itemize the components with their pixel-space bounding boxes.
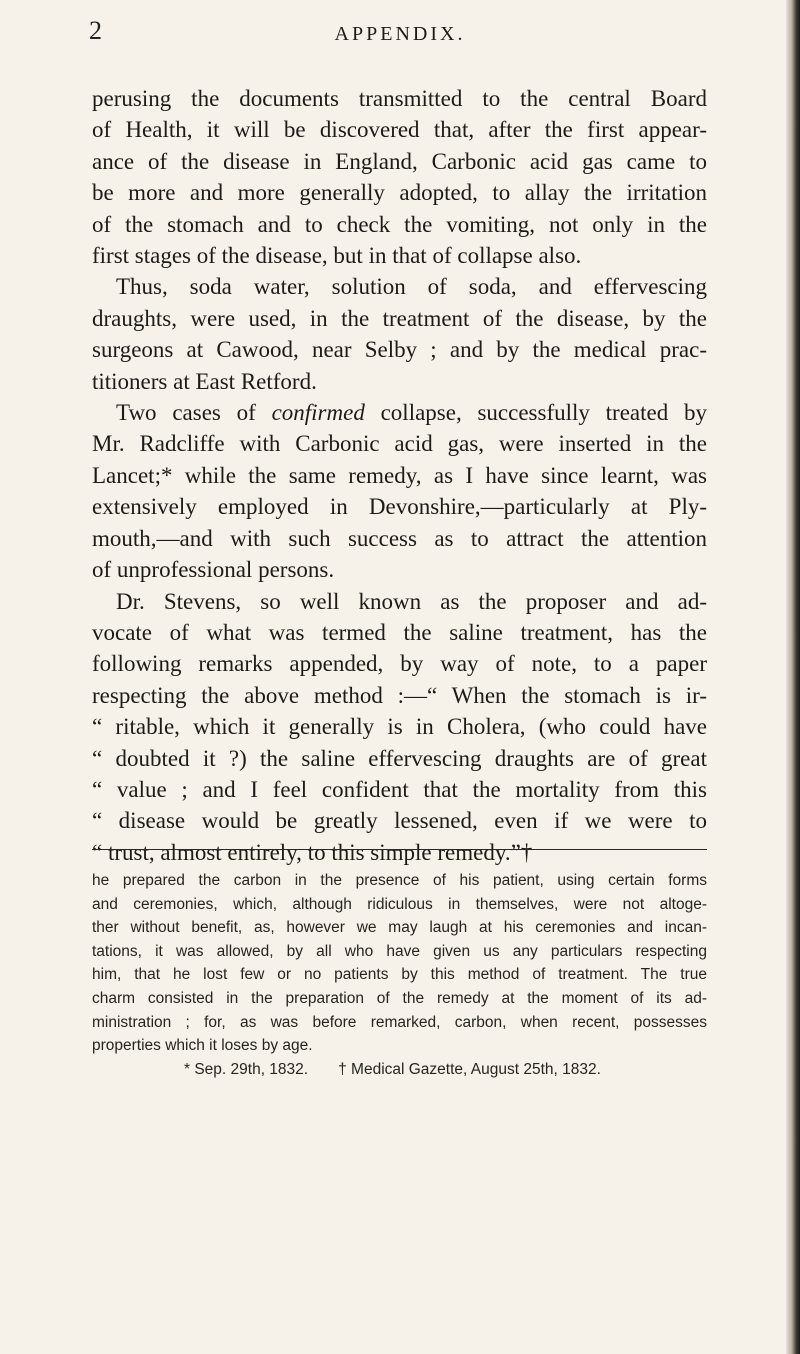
footnote-ref-dagger: † Medical Gazette, August 25th, 1832.	[338, 1060, 601, 1078]
text-line: draughts, were used, in the treatment of the disease, by the	[92, 305, 707, 331]
footnote-rule	[92, 849, 707, 850]
page-edge-shadow	[786, 0, 800, 1354]
text-line: “ value ; and I feel confident that the mortality from this	[92, 776, 707, 802]
text-segment: Two cases of	[116, 400, 272, 426]
text-line: following remarks appended, by way of note, to a paper	[92, 651, 707, 677]
text-line: first stages of the disease, but in that of collapse also.	[92, 243, 582, 269]
text-line	[92, 397, 707, 428]
text-line: Dr. Stevens, so well known as the proposer and ad-	[116, 588, 707, 614]
text-line: be more and more generally adopted, to allay the irritation	[92, 180, 707, 206]
text-line: titioners at East Retford.	[92, 368, 317, 394]
text-line: of Health, it will be discovered that, after the first appear-	[92, 117, 707, 143]
text-line: Lancet;* while the same remedy, as I have since learnt, was	[92, 462, 707, 488]
footnote-line: and ceremonies, which, although ridiculous in themselves, were not altoge-	[92, 895, 707, 913]
text-line: mouth,—and with such success as to attract the attention	[92, 525, 707, 551]
running-head: APPENDIX.	[334, 23, 466, 45]
text-line: “ disease would be greatly lessened, even if we were to	[92, 808, 707, 834]
text-line: respecting the above method :—“ When the stomach is ir-	[92, 682, 707, 708]
footnote-line: he prepared the carbon in the presence of his patient, using certain forms	[92, 872, 707, 889]
body-text	[92, 83, 707, 868]
footnote-ref-star: * Sep. 29th, 1832.	[184, 1060, 309, 1078]
footnote-line: him, that he lost few or no patients by this method of treatment. The true	[92, 966, 707, 984]
text-line: “ trust, almost entirely, to this simple remedy.”†	[92, 839, 533, 865]
text-line: “ doubted it ?) the saline effervescing draughts are of great	[92, 745, 707, 771]
text-segment: collapse, successfully treated by	[364, 400, 707, 426]
text-line: perusing the documents transmitted to the central Board	[92, 86, 707, 111]
text-line: vocate of what was termed the saline treatment, has the	[92, 619, 707, 645]
emphasis-confirmed: confirmed	[271, 400, 365, 426]
footnote-line: ther without benefit, as, however we may laugh at his ceremonies and incan-	[92, 919, 707, 937]
text-line: Thus, soda water, solution of soda, and effervescing	[116, 274, 707, 300]
footnotes	[92, 869, 707, 1081]
footnote-references	[92, 1058, 707, 1082]
footnote-line: properties which it loses by age.	[92, 1037, 313, 1055]
text-line: Mr. Radcliffe with Carbonic acid gas, were inserted in the	[92, 431, 707, 457]
text-line: of unprofessional persons.	[92, 557, 335, 583]
text-line: surgeons at Cawood, near Selby ; and by the medical prac-	[92, 337, 707, 363]
footnote-line: tations, it was allowed, by all who have given us any particulars respecting	[92, 942, 707, 960]
page-number: 2	[89, 16, 102, 45]
text-line: ance of the disease in England, Carbonic acid gas came to	[92, 148, 707, 174]
text-line: “ ritable, which it generally is in Cholera, (who could have	[92, 714, 707, 740]
text-line: extensively employed in Devonshire,—particularly at Ply-	[92, 494, 707, 520]
text-line: of the stomach and to check the vomiting, not only in the	[92, 211, 707, 237]
footnote-line: charm consisted in the preparation of the remedy at the moment of its ad-	[92, 989, 707, 1007]
footnote-line: ministration ; for, as was before remarked, carbon, when recent, possesses	[92, 1013, 707, 1031]
